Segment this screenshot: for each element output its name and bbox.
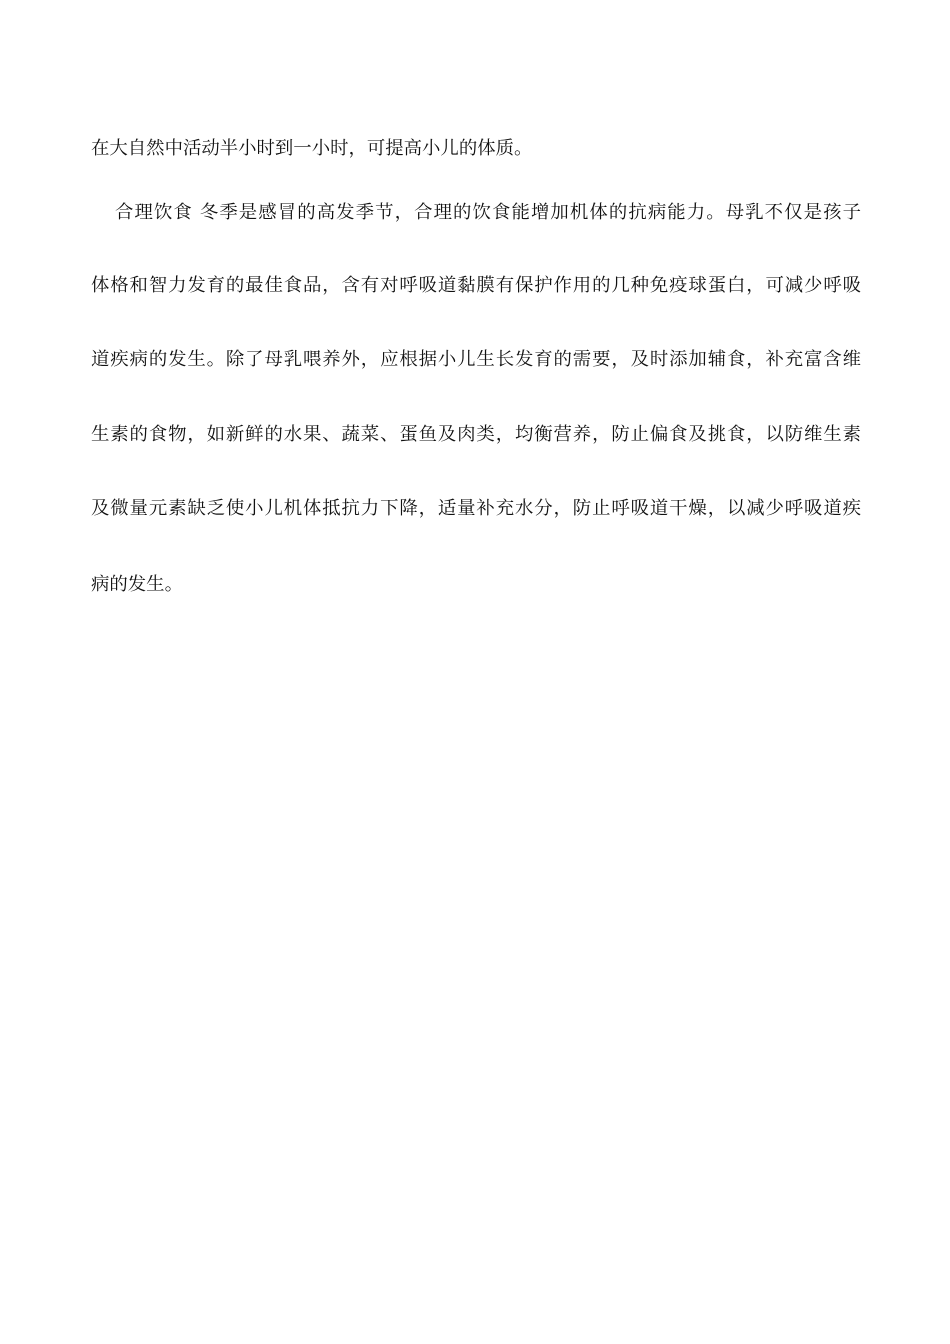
paragraph-line-5: 及微量元素缺乏使小儿机体抵抗力下降，适量补充水分，防止呼吸道干燥，以减少呼吸道疾: [91, 498, 861, 519]
continuation-line: 在大自然中活动半小时到一小时，可提高小儿的体质。: [91, 138, 533, 159]
paragraph-line-3: 道疾病的发生。除了母乳喂养外，应根据小儿生长发育的需要，及时添加辅食，补充富含维: [91, 349, 861, 370]
paragraph-line-6: 病的发生。: [91, 574, 183, 595]
paragraph-line-2: 体格和智力发育的最佳食品，含有对呼吸道黏膜有保护作用的几种免疫球蛋白，可减少呼吸: [91, 275, 861, 296]
paragraph-line-4: 生素的食物，如新鲜的水果、蔬菜、蛋鱼及肉类，均衡营养，防止偏食及挑食，以防维生素: [91, 424, 861, 445]
paragraph-line-1: 合理饮食 冬季是感冒的高发季节，合理的饮食能增加机体的抗病能力。母乳不仅是孩子: [115, 202, 861, 223]
